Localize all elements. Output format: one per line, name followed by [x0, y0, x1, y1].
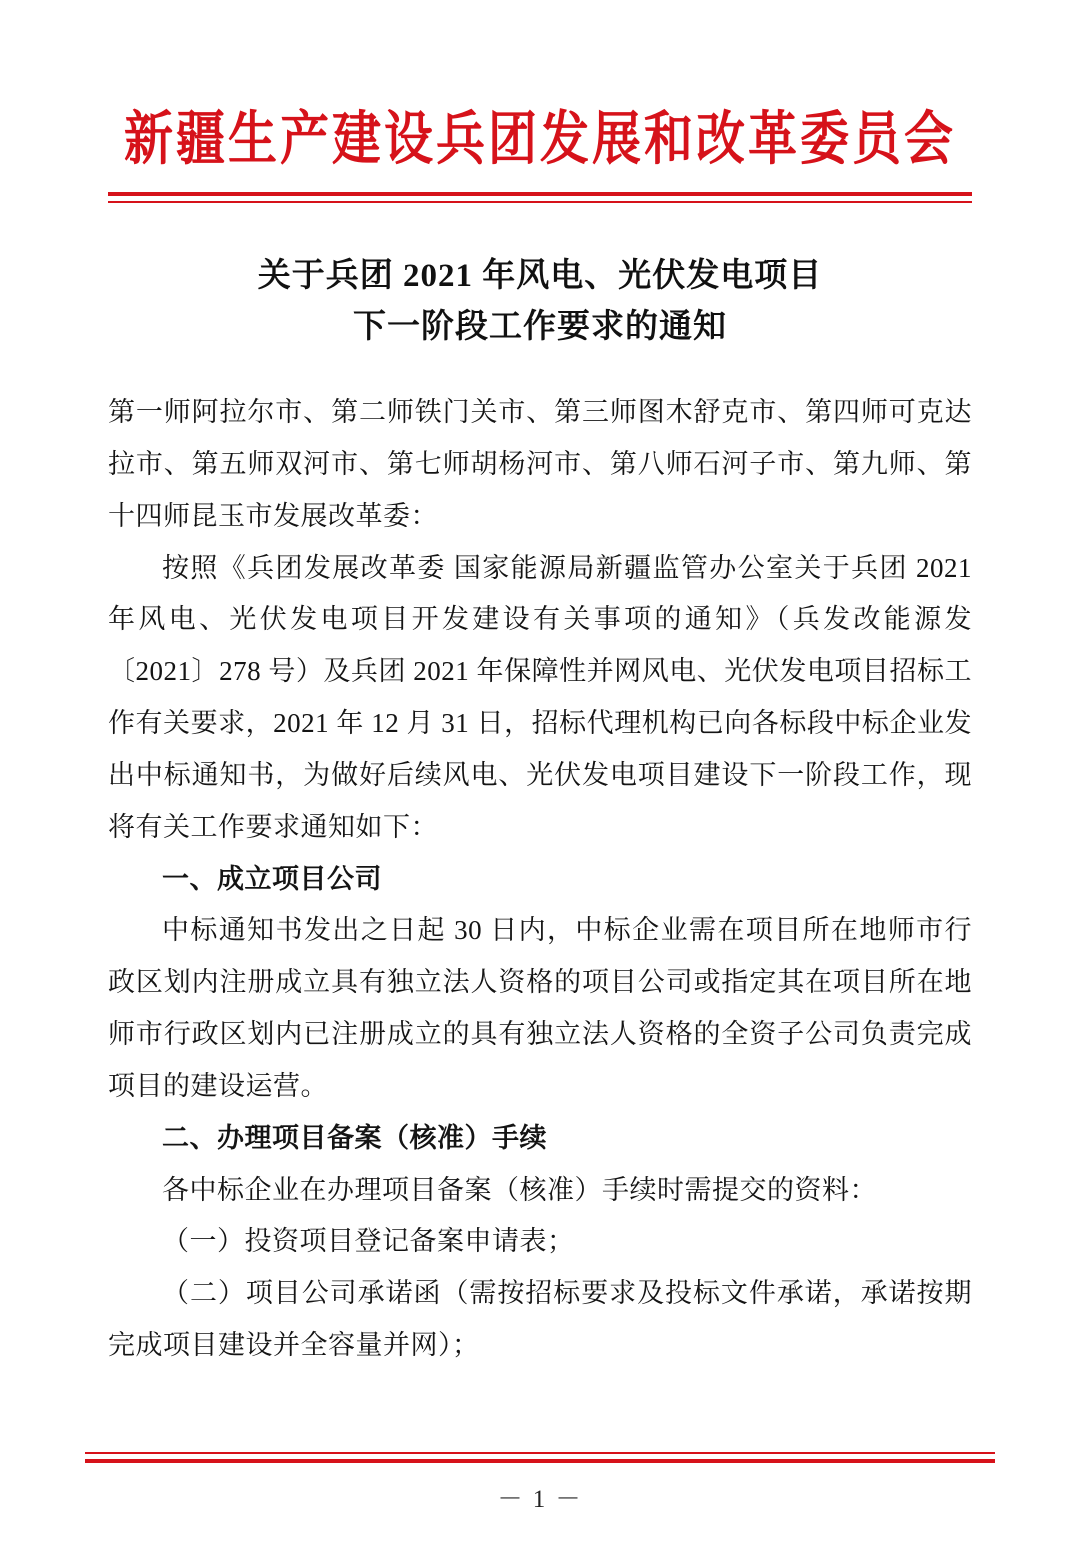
- section-two-item-one: （一）投资项目登记备案申请表；: [162, 1226, 575, 1257]
- preamble-paragraph: 按照《兵团发展改革委 国家能源局新疆监管办公室关于兵团 2021 年风电、光伏发电项目开发建设有关事项的通知》（兵发改能源发〔2021〕278 号）及兵团 2021 年保障性并网风电、光伏发电项目招标工作有关要求，2021 年 12 月 31 日，招标代理机构已向各标段中标企业发出中标通知书，为做好后续风电、光伏发电项目建设下一阶段工作，现将有关工作要求通知如下：: [108, 552, 972, 842]
- section-two-heading: 二、办理项目备案（核准）手续: [162, 1122, 547, 1153]
- section-two-paragraph: 各中标企业在办理项目备案（核准）手续时需提交的资料：: [162, 1174, 877, 1205]
- section-one-heading: 一、成立项目公司: [162, 863, 382, 894]
- masthead-rules: [108, 192, 972, 203]
- document-title: [108, 251, 972, 353]
- document-body: [108, 387, 972, 1372]
- footer-rule-thin: [85, 1452, 995, 1454]
- masthead-rule-thick: [108, 192, 972, 196]
- footer-rule-thick: [85, 1459, 995, 1463]
- footer-rules: [85, 1452, 995, 1463]
- page-number: － 1 －: [497, 1486, 583, 1513]
- recipients-paragraph: 第一师阿拉尔市、第二师铁门关市、第三师图木舒克市、第四师可克达拉市、第五师双河市、第七师胡杨河市、第八师石河子市、第九师、第十四师昆玉市发展改革委：: [108, 397, 972, 531]
- issuing-organization-title: 新疆生产建设兵团发展和改革委员会: [123, 106, 956, 172]
- masthead-rule-thin: [108, 201, 972, 203]
- section-two-item-two: （二）项目公司承诺函（需按招标要求及投标文件承诺，承诺按期完成项目建设并全容量并网）；: [108, 1278, 972, 1361]
- section-one-paragraph: 中标通知书发出之日起 30 日内，中标企业需在项目所在地师市行政区划内注册成立具有独立法人资格的项目公司或指定其在项目所在地师市行政区划内已注册成立的具有独立法人资格的全资子公司负责完成项目的建设运营。: [108, 915, 972, 1101]
- document-title-line-2: 下一阶段工作要求的通知: [353, 309, 727, 346]
- masthead: [108, 0, 972, 203]
- document-title-line-1: 关于兵团 2021 年风电、光伏发电项目: [257, 257, 823, 294]
